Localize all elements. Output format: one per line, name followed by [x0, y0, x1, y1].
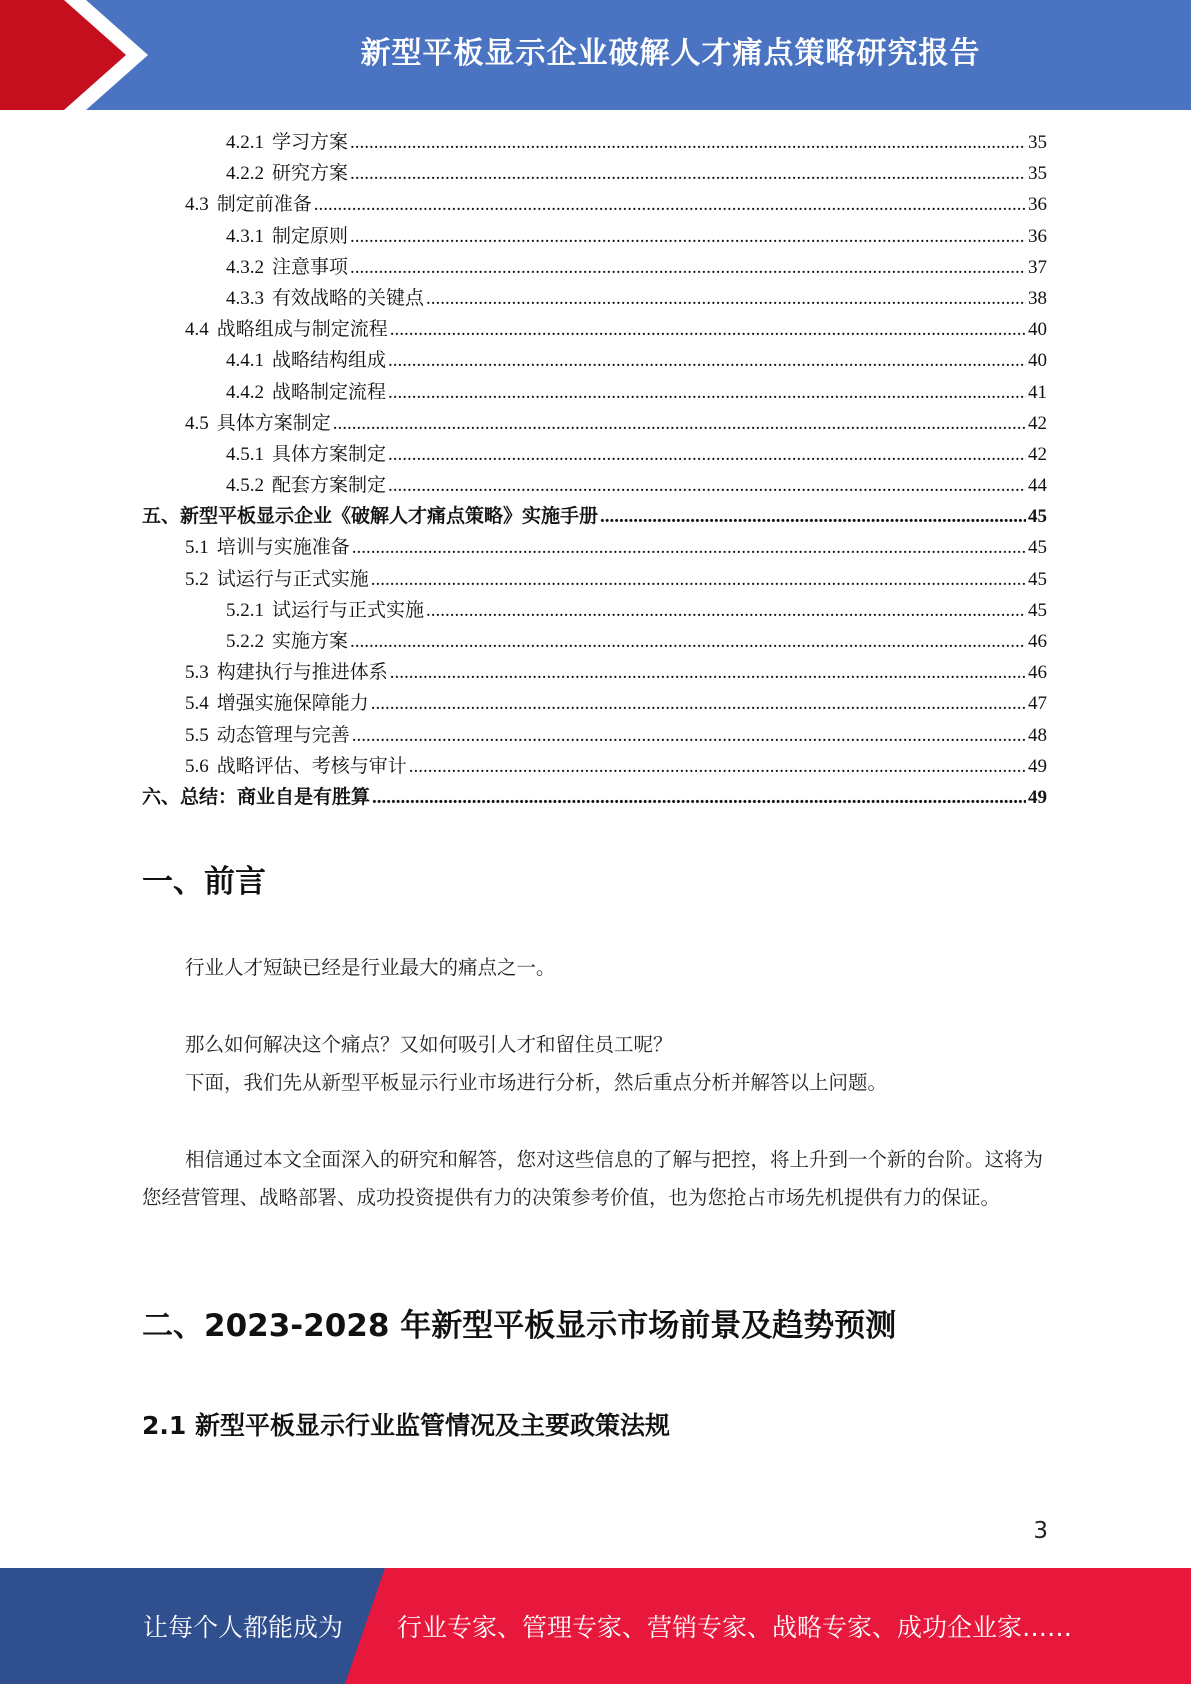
toc-entry-page: 35	[1028, 132, 1047, 153]
toc-entry[interactable]	[142, 252, 1047, 283]
toc-entry-title: 研究方案	[272, 163, 349, 185]
toc-entry-page: 49	[1028, 755, 1047, 777]
toc-entry-number: 4.5.1	[226, 443, 264, 465]
toc-entry-title: 培训与实施准备	[216, 537, 350, 559]
toc-entry-title: 有效战略的关键点	[272, 287, 425, 309]
toc-entry[interactable]	[142, 345, 1047, 376]
toc-dot-leader	[388, 377, 1026, 408]
toc-entry-number: 4.4	[185, 319, 209, 341]
toc-entry-number: 4.2.1	[226, 132, 264, 153]
toc-entry-number: 5.2	[185, 568, 209, 590]
toc-entry-title: 试运行与正式实施	[216, 568, 369, 590]
toc-entry[interactable]	[142, 314, 1047, 345]
toc-entry-title: 动态管理与完善	[216, 724, 350, 746]
footer-slogan-right: 行业专家、管理专家、营销专家、战略专家、成功企业家……	[397, 1613, 1073, 1642]
toc-entry-number: 5.2.1	[226, 599, 264, 621]
toc-entry-page: 36	[1028, 225, 1047, 247]
toc-dot-leader	[371, 688, 1026, 719]
toc-entry[interactable]	[142, 532, 1047, 563]
preface-paragraph-4: 相信通过本文全面深入的研究和解答，您对这些信息的了解与把控，将上升到一个新的台阶。这将为您经营管理、战略部署、成功投资提供有力的决策参考价值，也为您抢占市场先机提供有力的保证。	[142, 1150, 1044, 1209]
toc-entry[interactable]	[142, 564, 1047, 595]
preface-paragraph-1: 行业人才短缺已经是行业最大的痛点之一。	[185, 958, 556, 979]
toc-entry-number: 4.2.2	[226, 163, 264, 185]
toc-entry-number: 4.4.1	[226, 350, 264, 372]
toc-entry-title: 实施方案	[272, 631, 349, 652]
toc-entry-page: 48	[1028, 724, 1047, 746]
page-number: 3	[1033, 1518, 1048, 1544]
toc-entry-title: 制定原则	[272, 225, 349, 247]
page-footer	[0, 1568, 1191, 1684]
toc-dot-leader	[350, 221, 1026, 252]
toc-entry-title: 战略制定流程	[272, 381, 387, 403]
toc-dot-leader	[600, 501, 1026, 532]
toc-entry[interactable]	[142, 688, 1047, 719]
toc-entry[interactable]	[142, 283, 1047, 314]
toc-entry[interactable]	[142, 782, 1047, 813]
preface-paragraph-2: 那么如何解决这个痛点？又如何吸引人才和留住员工呢？	[185, 1035, 673, 1056]
toc-entry[interactable]	[142, 408, 1047, 439]
toc-dot-leader	[352, 720, 1026, 751]
toc-entry-title: 制定前准备	[216, 194, 312, 216]
toc-dot-leader	[350, 158, 1026, 189]
toc-entry-title: 注意事项	[272, 256, 349, 278]
toc-entry-page: 49	[1028, 786, 1047, 808]
toc-entry-number: 4.5	[185, 412, 209, 434]
toc-entry-number: 4.4.2	[226, 381, 264, 403]
toc-entry-number: 4.3	[185, 194, 209, 216]
toc-entry-page: 45	[1028, 506, 1047, 528]
toc-entry-page: 47	[1028, 693, 1047, 715]
toc-entry-title: 增强实施保障能力	[216, 693, 369, 715]
toc-entry[interactable]	[142, 221, 1047, 252]
toc-entry-number: 5.6	[185, 755, 209, 777]
toc-entry-title: 六、总结：商业自是有胜算	[142, 786, 371, 808]
toc-entry-title: 战略结构组成	[272, 350, 387, 372]
toc-entry[interactable]	[142, 751, 1047, 782]
toc-entry-number: 4.3.3	[226, 287, 264, 309]
toc-entry-title: 具体方案制定	[272, 443, 387, 465]
toc-entry-title: 构建执行与推进体系	[216, 662, 388, 684]
toc-entry-title: 战略评估、考核与审计	[216, 755, 407, 777]
toc-entry-page: 40	[1028, 319, 1047, 341]
preface-paragraph-3: 下面，我们先从新型平板显示行业市场进行分析，然后重点分析并解答以上问题。	[185, 1073, 888, 1094]
toc-entry-page: 45	[1028, 568, 1047, 590]
toc-entry[interactable]	[142, 720, 1047, 751]
toc-entry-number: 4.3.1	[226, 225, 264, 247]
toc-entry-number: 5.4	[185, 693, 209, 715]
toc-dot-leader	[390, 657, 1026, 688]
toc-entry-page: 37	[1028, 256, 1047, 278]
toc-entry-page: 45	[1028, 599, 1047, 621]
toc-dot-leader	[409, 751, 1026, 782]
toc-dot-leader	[333, 408, 1026, 439]
toc-dot-leader	[350, 252, 1026, 283]
section-2-1-heading: 2.1 新型平板显示行业监管情况及主要政策法规	[142, 1411, 670, 1440]
footer-slogan-left: 让每个人都能成为	[143, 1613, 344, 1642]
toc-entry-title: 配套方案制定	[272, 475, 387, 497]
toc-entry-title: 五、新型平板显示企业《破解人才痛点策略》实施手册	[142, 506, 599, 528]
toc-dot-leader	[371, 564, 1026, 595]
toc-entry[interactable]	[142, 189, 1047, 220]
toc-dot-leader	[352, 532, 1026, 563]
page-header	[0, 0, 1191, 110]
preface-heading: 一、前言	[142, 864, 266, 900]
toc-entry-page: 44	[1028, 475, 1047, 497]
toc-entry-page: 36	[1028, 194, 1047, 216]
toc-entry[interactable]	[142, 127, 1047, 158]
toc-dot-leader	[350, 626, 1026, 657]
toc-dot-leader	[388, 439, 1026, 470]
toc-dot-leader	[314, 189, 1026, 220]
toc-entry[interactable]	[142, 626, 1047, 657]
toc-entry-title: 试运行与正式实施	[272, 599, 425, 621]
toc-entry-page: 45	[1028, 537, 1047, 559]
toc-dot-leader	[388, 470, 1026, 501]
toc-entry-title: 具体方案制定	[216, 412, 331, 434]
toc-entry-number: 5.2.2	[226, 631, 264, 652]
toc-entry-number: 5.1	[185, 537, 209, 559]
toc-entry-page: 35	[1028, 163, 1047, 185]
toc-dot-leader	[372, 782, 1026, 813]
toc-dot-leader	[390, 314, 1026, 345]
toc-entry[interactable]	[142, 377, 1047, 408]
toc-entry-title: 战略组成与制定流程	[216, 319, 388, 341]
toc-dot-leader	[426, 283, 1026, 314]
toc-entry-page: 42	[1028, 443, 1047, 465]
toc-entry[interactable]	[142, 595, 1047, 626]
toc-entry-title: 学习方案	[272, 132, 349, 153]
toc-entry-page: 38	[1028, 287, 1047, 309]
section-2-heading: 二、2023-2028 年新型平板显示市场前景及趋势预测	[142, 1308, 897, 1344]
toc-entry-page: 46	[1028, 631, 1047, 652]
table-of-contents	[142, 127, 1047, 813]
toc-entry-number: 4.5.2	[226, 475, 264, 497]
toc-entry-number: 5.5	[185, 724, 209, 746]
toc-entry-page: 46	[1028, 662, 1047, 684]
toc-dot-leader	[350, 127, 1026, 158]
toc-entry[interactable]	[142, 657, 1047, 688]
toc-entry[interactable]	[142, 439, 1047, 470]
toc-entry-page: 40	[1028, 350, 1047, 372]
toc-dot-leader	[388, 345, 1026, 376]
toc-entry[interactable]	[142, 470, 1047, 501]
toc-entry-page: 42	[1028, 412, 1047, 434]
toc-entry[interactable]	[142, 501, 1047, 532]
toc-entry-number: 4.3.2	[226, 256, 264, 278]
toc-entry-page: 41	[1028, 381, 1047, 403]
toc-dot-leader	[426, 595, 1026, 626]
toc-entry-number: 5.3	[185, 662, 209, 684]
toc-entry[interactable]	[142, 158, 1047, 189]
report-title: 新型平板显示企业破解人才痛点策略研究报告	[360, 36, 981, 71]
